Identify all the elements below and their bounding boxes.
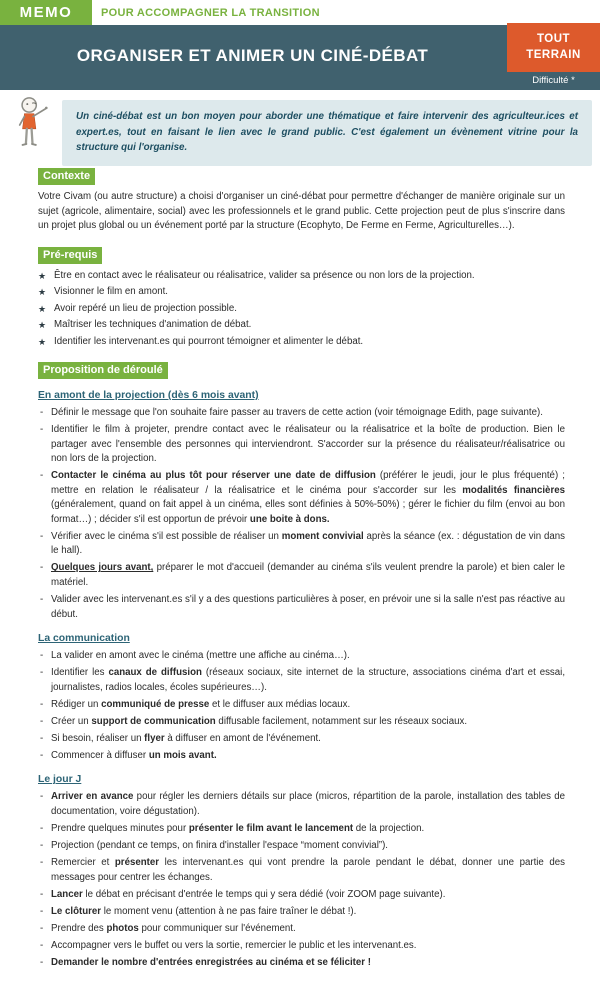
text-segment: Demander le nombre d'entrées enregistrées au cinéma et se féliciter ! [51,956,371,968]
dash-icon: - [40,857,44,869]
text-segment: de la projection. [353,823,425,835]
list-item-text [51,666,565,695]
list-item [38,469,565,527]
list-item [38,749,565,764]
list-item-text: Visionner le film en amont. [54,286,168,298]
list-item [38,561,565,590]
text-segment: flyer [144,732,165,744]
text-segment: (réseaux sociaux, site internet de la structure, associations cinéma d'art et essai, journalistes, radios locales, écoles supérieures…). [51,667,566,693]
text-segment: Si besoin, réaliser un [51,732,145,744]
subsection-heading: La communication [38,633,130,645]
list-item [38,593,565,622]
dash-icon: - [40,823,44,835]
list-item-text [51,749,565,764]
star-list [38,269,565,349]
section-proposition-de-deroule [38,360,565,971]
text-segment: Définir le message que l'on souhaite faire passer au travers de cette action (voir témoignage Edith, page suivante). [51,406,543,418]
list-item [38,406,565,421]
dash-icon: - [40,732,44,744]
list-item [38,666,565,695]
list-item-text [51,956,565,971]
list-item-text [51,888,565,903]
dash-icon: - [40,888,44,900]
text-segment: Commencer à diffuser [51,749,149,761]
dash-icon: - [40,594,44,606]
list-item-text: Avoir repéré un lieu de projection possible. [54,302,237,314]
list-item-text [51,593,565,622]
list-item [38,318,565,332]
list-item-text [51,790,565,819]
subsection-heading: Le jour J [38,774,82,786]
text-segment: présenter le film avant le lancement [188,823,354,835]
text-segment: Contacter le cinéma au plus tôt pour réserver une date de diffusion [51,470,376,482]
text-segment: et le diffuser aux médias locaux. [209,698,351,710]
text-segment: pour régler les derniers détails sur place (micros, répartition de la parole, installation des tables de documentation, voire dégustation). [51,791,565,817]
list-item [38,839,565,854]
text-segment: communiqué de presse [101,698,210,710]
intro-callout: Un ciné-débat est un bon moyen pour aborder une thématique et faire intervenir des agriculteur.ices et expert.es, tout en faisant le lien avec le grand public. C'est également un évènement vitrine pour la structure qui l'organise. [62,100,592,166]
list-item-text: Identifier les intervenant.es qui pourront témoigner et alimenter le débat. [54,335,364,347]
star-icon: ★ [38,303,47,314]
text-segment: présenter [114,857,160,869]
mascot-figure-icon [14,96,52,154]
list-item [38,732,565,747]
list-item-text [51,698,565,713]
list-item [38,856,565,885]
dash-icon: - [40,698,44,710]
list-item-text [51,423,565,467]
list-item [38,822,565,837]
list-item [38,715,565,730]
list-item-text [51,922,565,937]
text-segment: canaux de diffusion [108,667,202,679]
star-icon: ★ [38,320,47,331]
text-segment: Identifier les [51,667,109,679]
text-segment: Quelques jours avant, [51,562,154,574]
memo-label: MEMO [19,4,73,21]
text-segment: Créer un [51,715,92,727]
text-segment: (préférer le jeudi, jour le plus fréquenté) ; mettre en relation le réalisateur / la réalisatrice et le cinéma pour s'accorder sur les [51,470,565,496]
dash-list [38,790,565,970]
list-item [38,698,565,713]
dash-list [38,649,565,763]
section-label-contexte: Contexte [38,168,95,185]
text-segment: Lancer [51,888,83,900]
list-item [38,922,565,937]
list-item-text [51,822,565,837]
text-segment: Vérifier avec le cinéma s'il est possible de réaliser un [51,530,282,542]
list-item [38,302,565,316]
list-item [38,939,565,954]
dash-icon: - [40,562,44,574]
text-segment: Valider avec les intervenant.es s'il y a des questions particulières à poser, en prévoir une si la salle n'est pas réactive au début. [51,594,565,620]
text-segment: un mois avant. [148,749,217,761]
text-segment: Rédiger un [51,698,102,710]
list-item [38,905,565,920]
dash-icon: - [40,939,44,951]
dash-icon: - [40,650,44,662]
text-segment: après la séance (ex. : dégustation de vin dans le hall). [51,530,565,557]
dash-icon: - [40,424,44,435]
dash-icon: - [40,406,44,418]
section-paragraph: Votre Civam (ou autre structure) a choisi d'organiser un ciné-débat pour permettre d'échanger de manière originale sur un sujet (agricole, alimentaire, social) avec les professionnels et le grand public. Cette projection peut de plus s'inscrire dans un projet plus global ou un événement porté par la structure (Ecophyto, De Ferme en Ferme, Agriculturelles…). [38,191,565,232]
text-segment: Identifier le film à projeter, prendre contact avec le réalisateur ou la réalisatrice et la boîte de production. Bien le partager avec l'ensemble des personnes qui interviendront. S'accorder sur la présence du réalisateur/réalisatrice ou non lors de la projection. [51,424,565,465]
text-segment: La valider en amont avec le cinéma (mettre une affiche au cinéma…). [51,650,350,662]
star-icon: ★ [38,287,47,298]
dash-icon: - [40,470,44,482]
difficulty-label: Difficulté * [532,75,575,86]
list-item [38,285,565,299]
list-item-text [51,732,565,747]
text-segment: pour communiquer sur l'événement. [138,922,296,934]
list-item [38,530,565,559]
list-item-text [51,649,565,664]
text-segment: support de communication [91,715,216,727]
section-label-proposition-de-deroule: Proposition de déroulé [38,362,168,379]
list-item-text [51,530,565,559]
text-segment: les intervenant.es qui vont prendre la parole pendant le débat, donner une partie des messages pour centrer les échanges. [51,857,565,883]
text-segment: le moment venu (attention à ne pas faire traîner le débat !). [101,905,357,917]
dash-icon: - [40,905,44,917]
subsection-heading: En amont de la projection (dès 6 mois avant) [38,389,259,401]
text-segment: photos [106,922,139,934]
list-item-text [51,856,565,885]
memo-label-box [0,0,92,25]
list-item-text: Être en contact avec le réalisateur ou réalisatrice, valider sa présence ou non lors de la projection. [54,269,475,281]
tout-terrain-badge [507,23,600,72]
dash-list [38,406,565,622]
list-item [38,423,565,467]
text-segment: à diffuser en amont de l'événement. [164,732,321,744]
section-label-pre-requis: Pré-requis [38,247,102,264]
dash-icon: - [40,749,44,761]
list-item [38,649,565,664]
content [38,166,565,981]
dash-icon: - [40,922,44,934]
text-segment: une boite à dons. [249,513,330,525]
badge-line-2: TERRAIN [526,48,581,61]
text-segment: Remercier et [51,857,115,869]
text-segment: modalités financières [462,484,565,496]
section-contexte [38,166,565,234]
star-icon: ★ [38,270,47,281]
list-item [38,888,565,903]
list-item-text [51,939,565,954]
dash-icon: - [40,840,44,852]
text-segment: moment convivial [281,530,364,542]
list-item [38,335,565,349]
text-segment: Accompagner vers le buffet ou vers la sortie, remercier le public et les intervenant.es. [51,939,417,951]
text-segment: Projection (pendant ce temps, on finira d'installer l'espace “moment convivial”). [51,840,388,852]
list-item [38,269,565,283]
text-segment: (généralement, quand on fait appel à un cinéma, elles sont définies à 50%-50%) ; gérer le fichier du film (envoi au bon format…) ; décider s'il est opportun de prévoir [51,499,565,525]
list-item-text [51,905,565,920]
text-segment: préparer le mot d'accueil (demander au cinéma s'ils veulent prendre la parole) et bien caler le matériel. [51,562,565,588]
text-segment: diffusable facilement, notamment sur les réseaux sociaux. [215,715,468,727]
page-title: ORGANISER ET ANIMER UN CINÉ-DÉBAT [76,46,429,65]
dash-icon: - [40,530,44,542]
star-icon: ★ [38,336,47,347]
dash-icon: - [40,956,44,968]
dash-icon: - [40,667,44,679]
list-item [38,956,565,971]
text-segment: Prendre des [51,922,107,934]
badge-line-1: TOUT [536,32,571,45]
dash-icon: - [40,791,44,803]
list-item-text [51,715,565,730]
list-item-text [51,406,565,421]
list-item [38,790,565,819]
section-pre-requis [38,245,565,349]
header-tagline: POUR ACCOMPAGNER LA TRANSITION [101,6,320,19]
list-item-text: Maîtriser les techniques d'animation de débat. [54,319,252,331]
list-item-text [51,561,565,590]
text-segment: le débat en précisant d'entrée le temps qui y sera dédié (voir ZOOM page suivante). [82,888,446,900]
text-segment: Prendre quelques minutes pour [51,823,189,835]
text-segment: Le clôturer [51,905,102,917]
text-segment: Arriver en avance [51,791,134,803]
dash-icon: - [40,715,44,727]
list-item-text [51,469,565,527]
list-item-text [51,839,565,854]
